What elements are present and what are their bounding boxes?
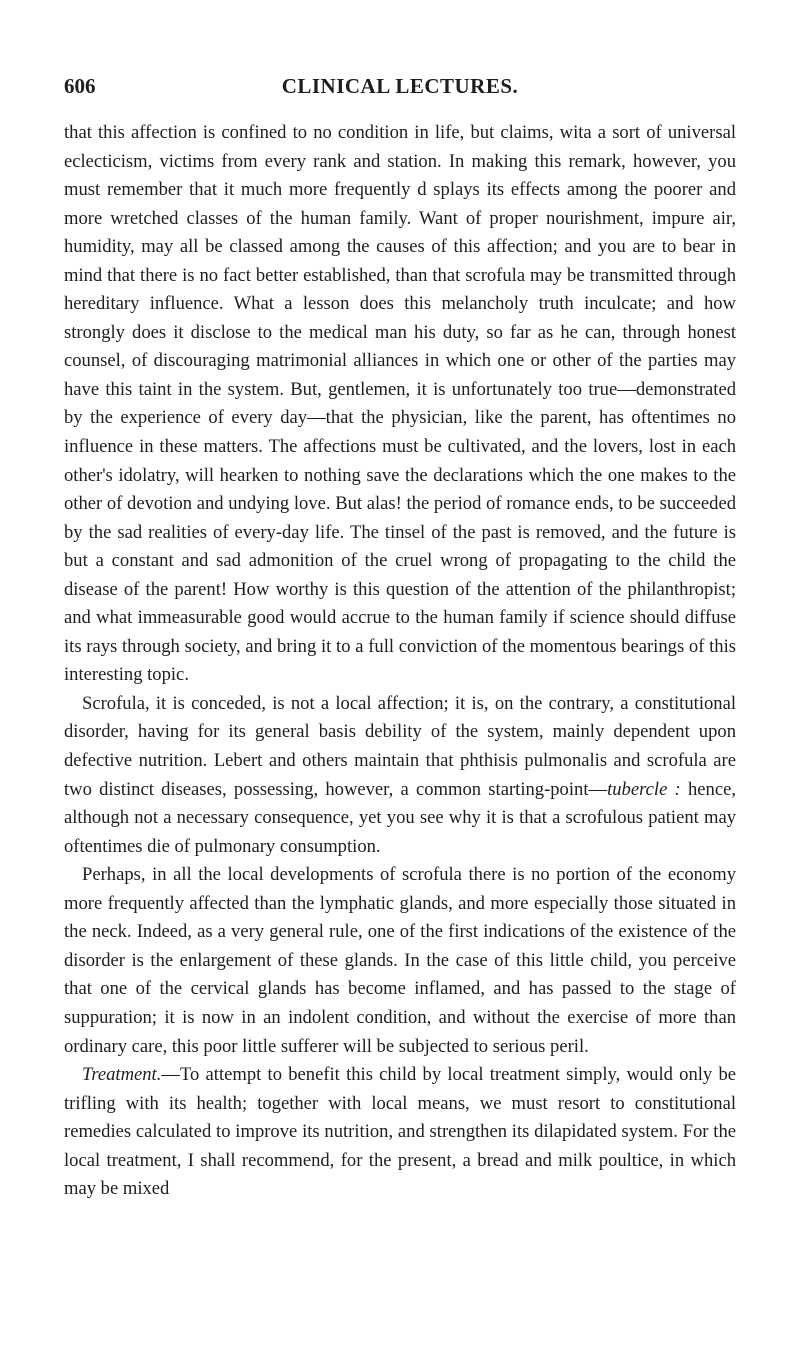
paragraph-text: that this affection is confined to no condition in life, but claims, wita a sort of universal eclecticism, victims from every rank and station. In making this remark, however, you must remember that it much more frequently d splays its effects among the poorer and more wretched classes of the human family. Want of proper nourishment, impure air, humidity, may all be classed among the causes of this affection; and you are to bear in mind that there is no fact better established, than that scrofula may be transmitted through hereditary influence. What a lesson does this melancholy truth inculcate; and how strongly does it disclose to the medical man his duty, so far as he can, through honest counsel, of discouraging matrimonial alliances in which one or other of the parties may have this taint in the system. But, gentlemen, it is unfortunately too true—demonstrated by the experience of every day—that the physician, like the parent, has oftentimes no influence in these matters. The affections must be cultivated, and the lovers, lost in each other's idolatry, will hearken to nothing save the declarations which the one makes to the other of devotion and undying love. But alas! the period of romance ends, to be succeeded by the sad realities of every-day life. The tinsel of the past is removed, and the future is but a constant and sad admonition of the cruel wrong of propagating to the child the disease of the parent! How worthy is this question of the attention of the philanthropist; and what immeasurable good would accrue to the human family if science should diffuse its rays through society, and bring it to a full conviction of the momentous bearings of this interesting topic. [64, 122, 736, 686]
paragraph-text: Scrofula, it is conceded, is not a local affection; it is, on the contrary, a constitutional disorder, having for its general basis debility of the system, mainly dependent upon defective nutrition. Lebert and others maintain that phthisis pulmonalis and scrofula are two distinct diseases, possessing, however, a common starting-point— [64, 692, 736, 800]
page-number: 606 [64, 74, 96, 98]
paragraph-text: —To attempt to benefit this child by local treatment simply, would only be trifling with its health; together with local means, we must resort to constitutional remedies calculated to improve its nutrition, and strengthen its dilapidated system. For the local treatment, I shall recommend, for the present, a bread and milk poultice, in which may be mixed [64, 1064, 736, 1200]
italic-term: tubercle : [607, 778, 681, 800]
paragraph-3 [64, 861, 736, 1061]
paragraph-text: Perhaps, in all the local developments of scrofula there is no portion of the economy more frequently affected than the lymphatic glands, and more especially those situated in the neck. Indeed, as a very general rule, one of the first indications of the existence of the disorder is the enlargement of these glands. In the case of this little child, you perceive that one of the cervical glands has become inflamed, and has passed to the stage of suppuration; it is now in an indolent condition, and without the exercise of more than ordinary care, this poor little sufferer will be subjected to serious peril. [64, 864, 736, 1057]
running-title: CLINICAL LECTURES. [281, 74, 519, 98]
body-text [64, 119, 736, 1204]
paragraph-4 [64, 1061, 736, 1204]
running-head [64, 74, 736, 104]
paragraph-text: hence, although not a necessary consequence, yet you see why it is that a scrofulous patient may oftentimes die of pulmonary consumption. [64, 778, 737, 857]
paragraph-1 [64, 119, 736, 690]
section-heading-treatment: Treatment. [82, 1064, 162, 1086]
paragraph-2 [64, 690, 736, 861]
